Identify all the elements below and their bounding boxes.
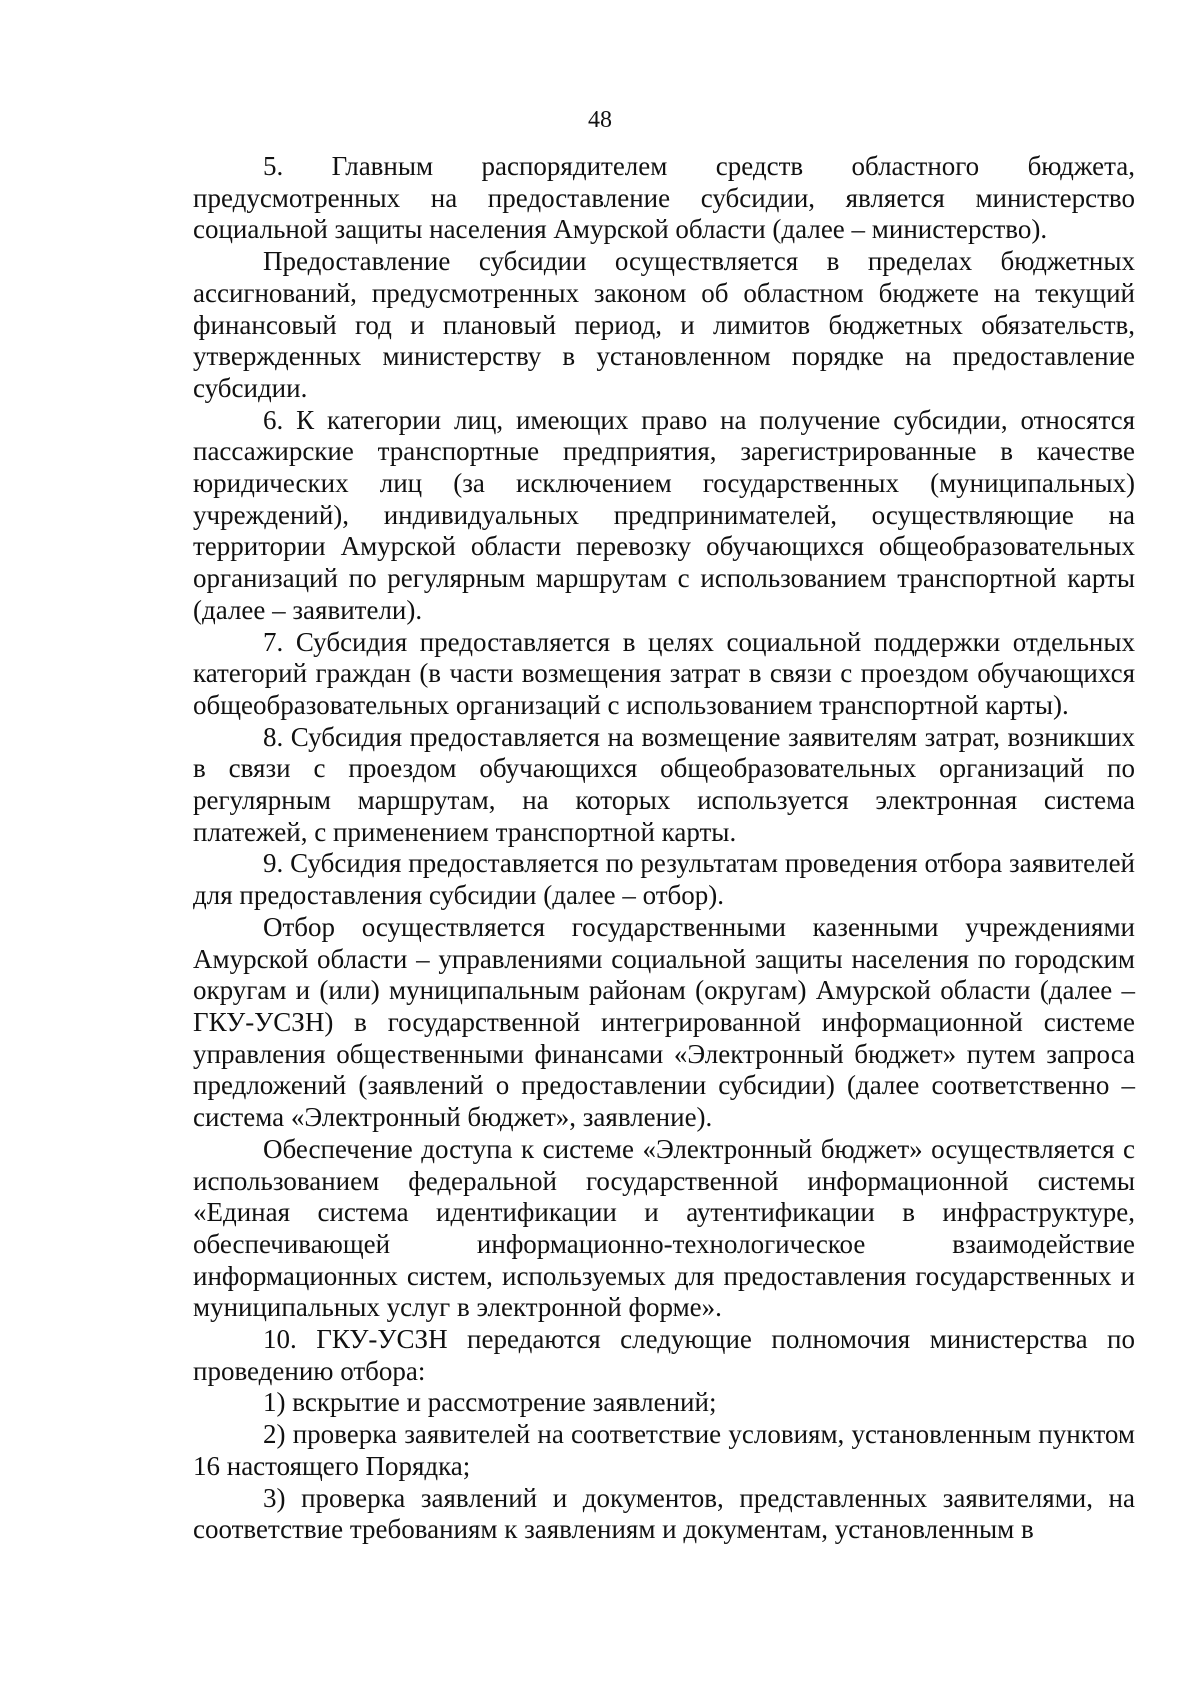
paragraph-item-5: 5. Главным распорядителем средств областного бюджета, предусмотренных на предоставление субсидии, является министерство социальной защиты населения Амурской области (далее – министерство).	[193, 151, 1135, 245]
paragraph-item-6: 6. К категории лиц, имеющих право на получение субсидии, относятся пассажирские транспортные предприятия, зарегистрированные в качестве юридических лиц (за исключением государственных (муниципальных) учреждений), индивидуальных предпринимателей, осуществляющие на территории Амурской области перевозку обучающихся общеобразовательных организаций по регулярным маршрутам с использованием транспортной карты (далее – заявители).	[193, 404, 1135, 625]
paragraph-selection-procedure: Отбор осуществляется государственными казенными учреждениями Амурской области – управлениями социальной защиты населения по городским округам и (или) муниципальным районам (округам) Амурской области (далее – ГКУ-УСЗН) в государственной интегрированной информационной системе управления общественными финансами «Электронный бюджет» путем запроса предложений (заявлений о предоставлении субсидии) (далее соответственно – система «Электронный бюджет», заявление).	[193, 911, 1135, 1133]
paragraph-system-access: Обеспечение доступа к системе «Электронный бюджет» осуществляется с использованием федеральной государственной информационной системы «Единая система идентификации и аутентификации в инфраструктуре, обеспечивающей информационно-технологическое взаимодействие информационных систем, используемых для предоставления государственных и муниципальных услуг в электронной форме».	[193, 1133, 1135, 1323]
page-number: 48	[588, 107, 612, 133]
paragraph-budget-allocations: Предоставление субсидии осуществляется в пределах бюджетных ассигнований, предусмотренных законом об областном бюджете на текущий финансовый год и плановый период, и лимитов бюджетных обязательств, утвержденных министерству в установленном порядке на предоставление субсидии.	[193, 246, 1135, 403]
list-item-2: 2) проверка заявителей на соответствие условиям, установленным пунктом 16 настоящего Порядка;	[193, 1419, 1135, 1481]
paragraph-item-10: 10. ГКУ-УСЗН передаются следующие полномочия министерства по проведению отбора:	[193, 1324, 1135, 1386]
list-item-3: 3) проверка заявлений и документов, представленных заявителями, на соответствие требованиям к заявлениям и документам, установленным в	[193, 1482, 1135, 1545]
list-item-1: 1) вскрытие и рассмотрение заявлений;	[263, 1387, 717, 1418]
paragraph-item-9: 9. Субсидия предоставляется по результатам проведения отбора заявителей для предоставления субсидии (далее – отбор).	[193, 848, 1135, 911]
paragraph-item-8: 8. Субсидия предоставляется на возмещение заявителям затрат, возникших в связи с проездом обучающихся общеобразовательных организаций по регулярным маршрутам, на которых используется электронная система платежей, с применением транспортной карты.	[193, 721, 1135, 847]
document-body	[193, 151, 1135, 1546]
paragraph-item-7: 7. Субсидия предоставляется в целях социальной поддержки отдельных категорий граждан (в части возмещения затрат в связи с проездом обучающихся общеобразовательных организаций с использованием транспортной карты).	[193, 626, 1135, 720]
